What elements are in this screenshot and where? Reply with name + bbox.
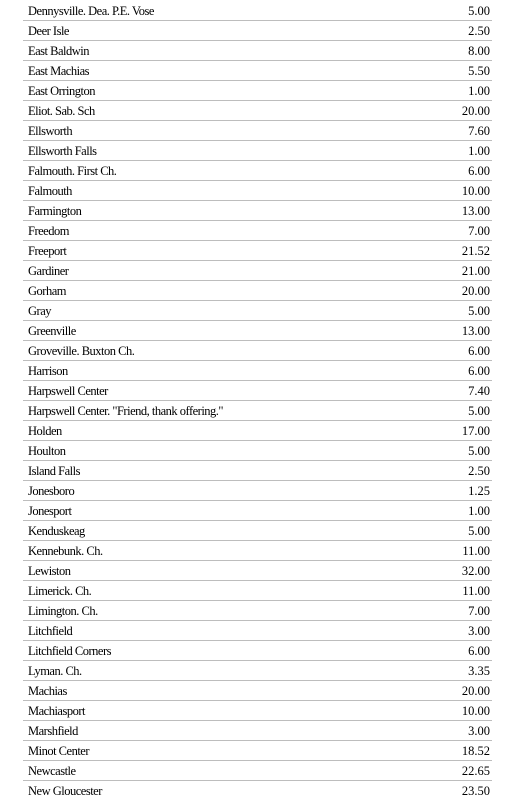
table-row (23, 61, 492, 81)
amount-cell: 3.35 (468, 664, 490, 678)
amount-cell: 5.50 (468, 64, 490, 78)
amount-cell: 7.00 (468, 604, 490, 618)
table-row (23, 101, 492, 121)
place-name-cell: Eliot. Sab. Sch (28, 104, 95, 118)
table-row (23, 481, 492, 501)
table-row (23, 41, 492, 61)
place-name-cell: Litchfield (28, 624, 73, 638)
amount-cell: 20.00 (461, 104, 490, 118)
place-name-cell: Jonesboro (28, 484, 75, 498)
table-row (23, 1, 492, 21)
amount-cell: 10.00 (461, 184, 490, 198)
place-name-cell: Lewiston (28, 564, 71, 578)
place-name-cell: Gorham (28, 284, 66, 298)
table-row (23, 161, 492, 181)
table-row (23, 341, 492, 361)
table-row (23, 641, 492, 661)
place-name-cell: Falmouth (28, 184, 72, 198)
place-name-cell: Limerick. Ch. (28, 584, 92, 598)
amount-cell: 13.00 (461, 324, 490, 338)
amount-cell: 10.00 (461, 704, 490, 718)
table-row (23, 441, 492, 461)
place-name-cell: Lyman. Ch. (28, 664, 82, 678)
table-row (23, 201, 492, 221)
place-name-cell: Dennysville. Dea. P.E. Vose (28, 4, 154, 18)
amount-cell: 5.00 (468, 4, 490, 18)
table-row (23, 121, 492, 141)
table-row (23, 221, 492, 241)
table-row (23, 701, 492, 721)
place-name-cell: Harpswell Center. "Friend, thank offering." (28, 404, 224, 418)
amount-cell: 7.60 (468, 124, 490, 138)
table-row (23, 601, 492, 621)
table-row (23, 261, 492, 281)
table-row (23, 301, 492, 321)
amount-cell: 6.00 (468, 164, 490, 178)
table-row (23, 681, 492, 701)
amount-cell: 22.65 (461, 764, 490, 778)
place-name-cell: Island Falls (28, 464, 80, 478)
table-row (23, 561, 492, 581)
amount-cell: 20.00 (461, 284, 490, 298)
place-name-cell: Farmington (28, 204, 82, 218)
place-name-cell: Ellsworth (28, 124, 73, 138)
table-row (23, 721, 492, 741)
table-row (23, 181, 492, 201)
amount-cell: 7.40 (468, 384, 490, 398)
amount-cell: 7.00 (468, 224, 490, 238)
place-name-cell: Newcastle (28, 764, 76, 778)
table-row (23, 541, 492, 561)
place-name-cell: Groveville. Buxton Ch. (28, 344, 135, 358)
place-name-cell: Houlton (28, 444, 66, 458)
amount-cell: 5.00 (468, 524, 490, 538)
amount-cell: 8.00 (468, 44, 490, 58)
amount-cell: 5.00 (468, 444, 490, 458)
amount-cell: 1.00 (468, 144, 490, 158)
place-name-cell: New Gloucester (28, 784, 102, 798)
amount-cell: 17.00 (461, 424, 490, 438)
table-row (23, 741, 492, 761)
table-row (23, 461, 492, 481)
place-name-cell: Litchfield Corners (28, 644, 111, 658)
amount-cell: 1.25 (468, 484, 490, 498)
place-name-cell: Ellsworth Falls (28, 144, 97, 158)
amount-cell: 3.00 (468, 624, 490, 638)
place-name-cell: Machiasport (28, 704, 85, 718)
place-name-cell: Kenduskeag (28, 524, 85, 538)
amount-cell: 32.00 (461, 564, 490, 578)
place-name-cell: Limington. Ch. (28, 604, 98, 618)
place-name-cell: Greenville (28, 324, 76, 338)
amount-cell: 21.52 (461, 244, 490, 258)
place-name-cell: Machias (28, 684, 67, 698)
table-row (23, 141, 492, 161)
table-row (23, 361, 492, 381)
amount-cell: 2.50 (468, 464, 490, 478)
amount-cell: 5.00 (468, 404, 490, 418)
amount-cell: 18.52 (461, 744, 490, 758)
amount-cell: 13.00 (461, 204, 490, 218)
place-name-cell: East Baldwin (28, 44, 90, 58)
amount-cell: 11.00 (462, 544, 490, 558)
amount-cell: 3.00 (468, 724, 490, 738)
place-name-cell: Harrison (28, 364, 68, 378)
amount-cell: 21.00 (461, 264, 490, 278)
table-row (23, 81, 492, 101)
place-name-cell: East Orrington (28, 84, 95, 98)
place-name-cell: Freeport (28, 244, 67, 258)
place-name-cell: Minot Center (28, 744, 90, 758)
table-row (23, 581, 492, 601)
amount-cell: 11.00 (462, 584, 490, 598)
place-name-cell: Deer Isle (28, 24, 69, 38)
table-row (23, 761, 492, 781)
amount-cell: 23.50 (461, 784, 490, 798)
table-row (23, 381, 492, 401)
place-name-cell: Marshfield (28, 724, 78, 738)
amount-cell: 6.00 (468, 344, 490, 358)
table-row (23, 621, 492, 641)
table-row (23, 241, 492, 261)
table-row (23, 281, 492, 301)
amount-cell: 5.00 (468, 304, 490, 318)
table-row (23, 781, 492, 801)
place-name-cell: Freedom (28, 224, 69, 238)
table-row (23, 661, 492, 681)
table-row (23, 321, 492, 341)
table-row (23, 501, 492, 521)
place-name-cell: Gardiner (28, 264, 69, 278)
amount-cell: 1.00 (468, 504, 490, 518)
table-row (23, 21, 492, 41)
table-row (23, 521, 492, 541)
place-name-cell: East Machias (28, 64, 89, 78)
place-name-cell: Holden (28, 424, 62, 438)
table-row (23, 401, 492, 421)
place-name-cell: Falmouth. First Ch. (28, 164, 117, 178)
place-name-cell: Kennebunk. Ch. (28, 544, 103, 558)
place-name-cell: Jonesport (28, 504, 72, 518)
table-row (23, 421, 492, 441)
amount-cell: 6.00 (468, 644, 490, 658)
amount-cell: 20.00 (461, 684, 490, 698)
amount-cell: 6.00 (468, 364, 490, 378)
amount-cell: 1.00 (468, 84, 490, 98)
place-name-cell: Harpswell Center (28, 384, 108, 398)
place-name-cell: Gray (28, 304, 51, 318)
amount-cell: 2.50 (468, 24, 490, 38)
